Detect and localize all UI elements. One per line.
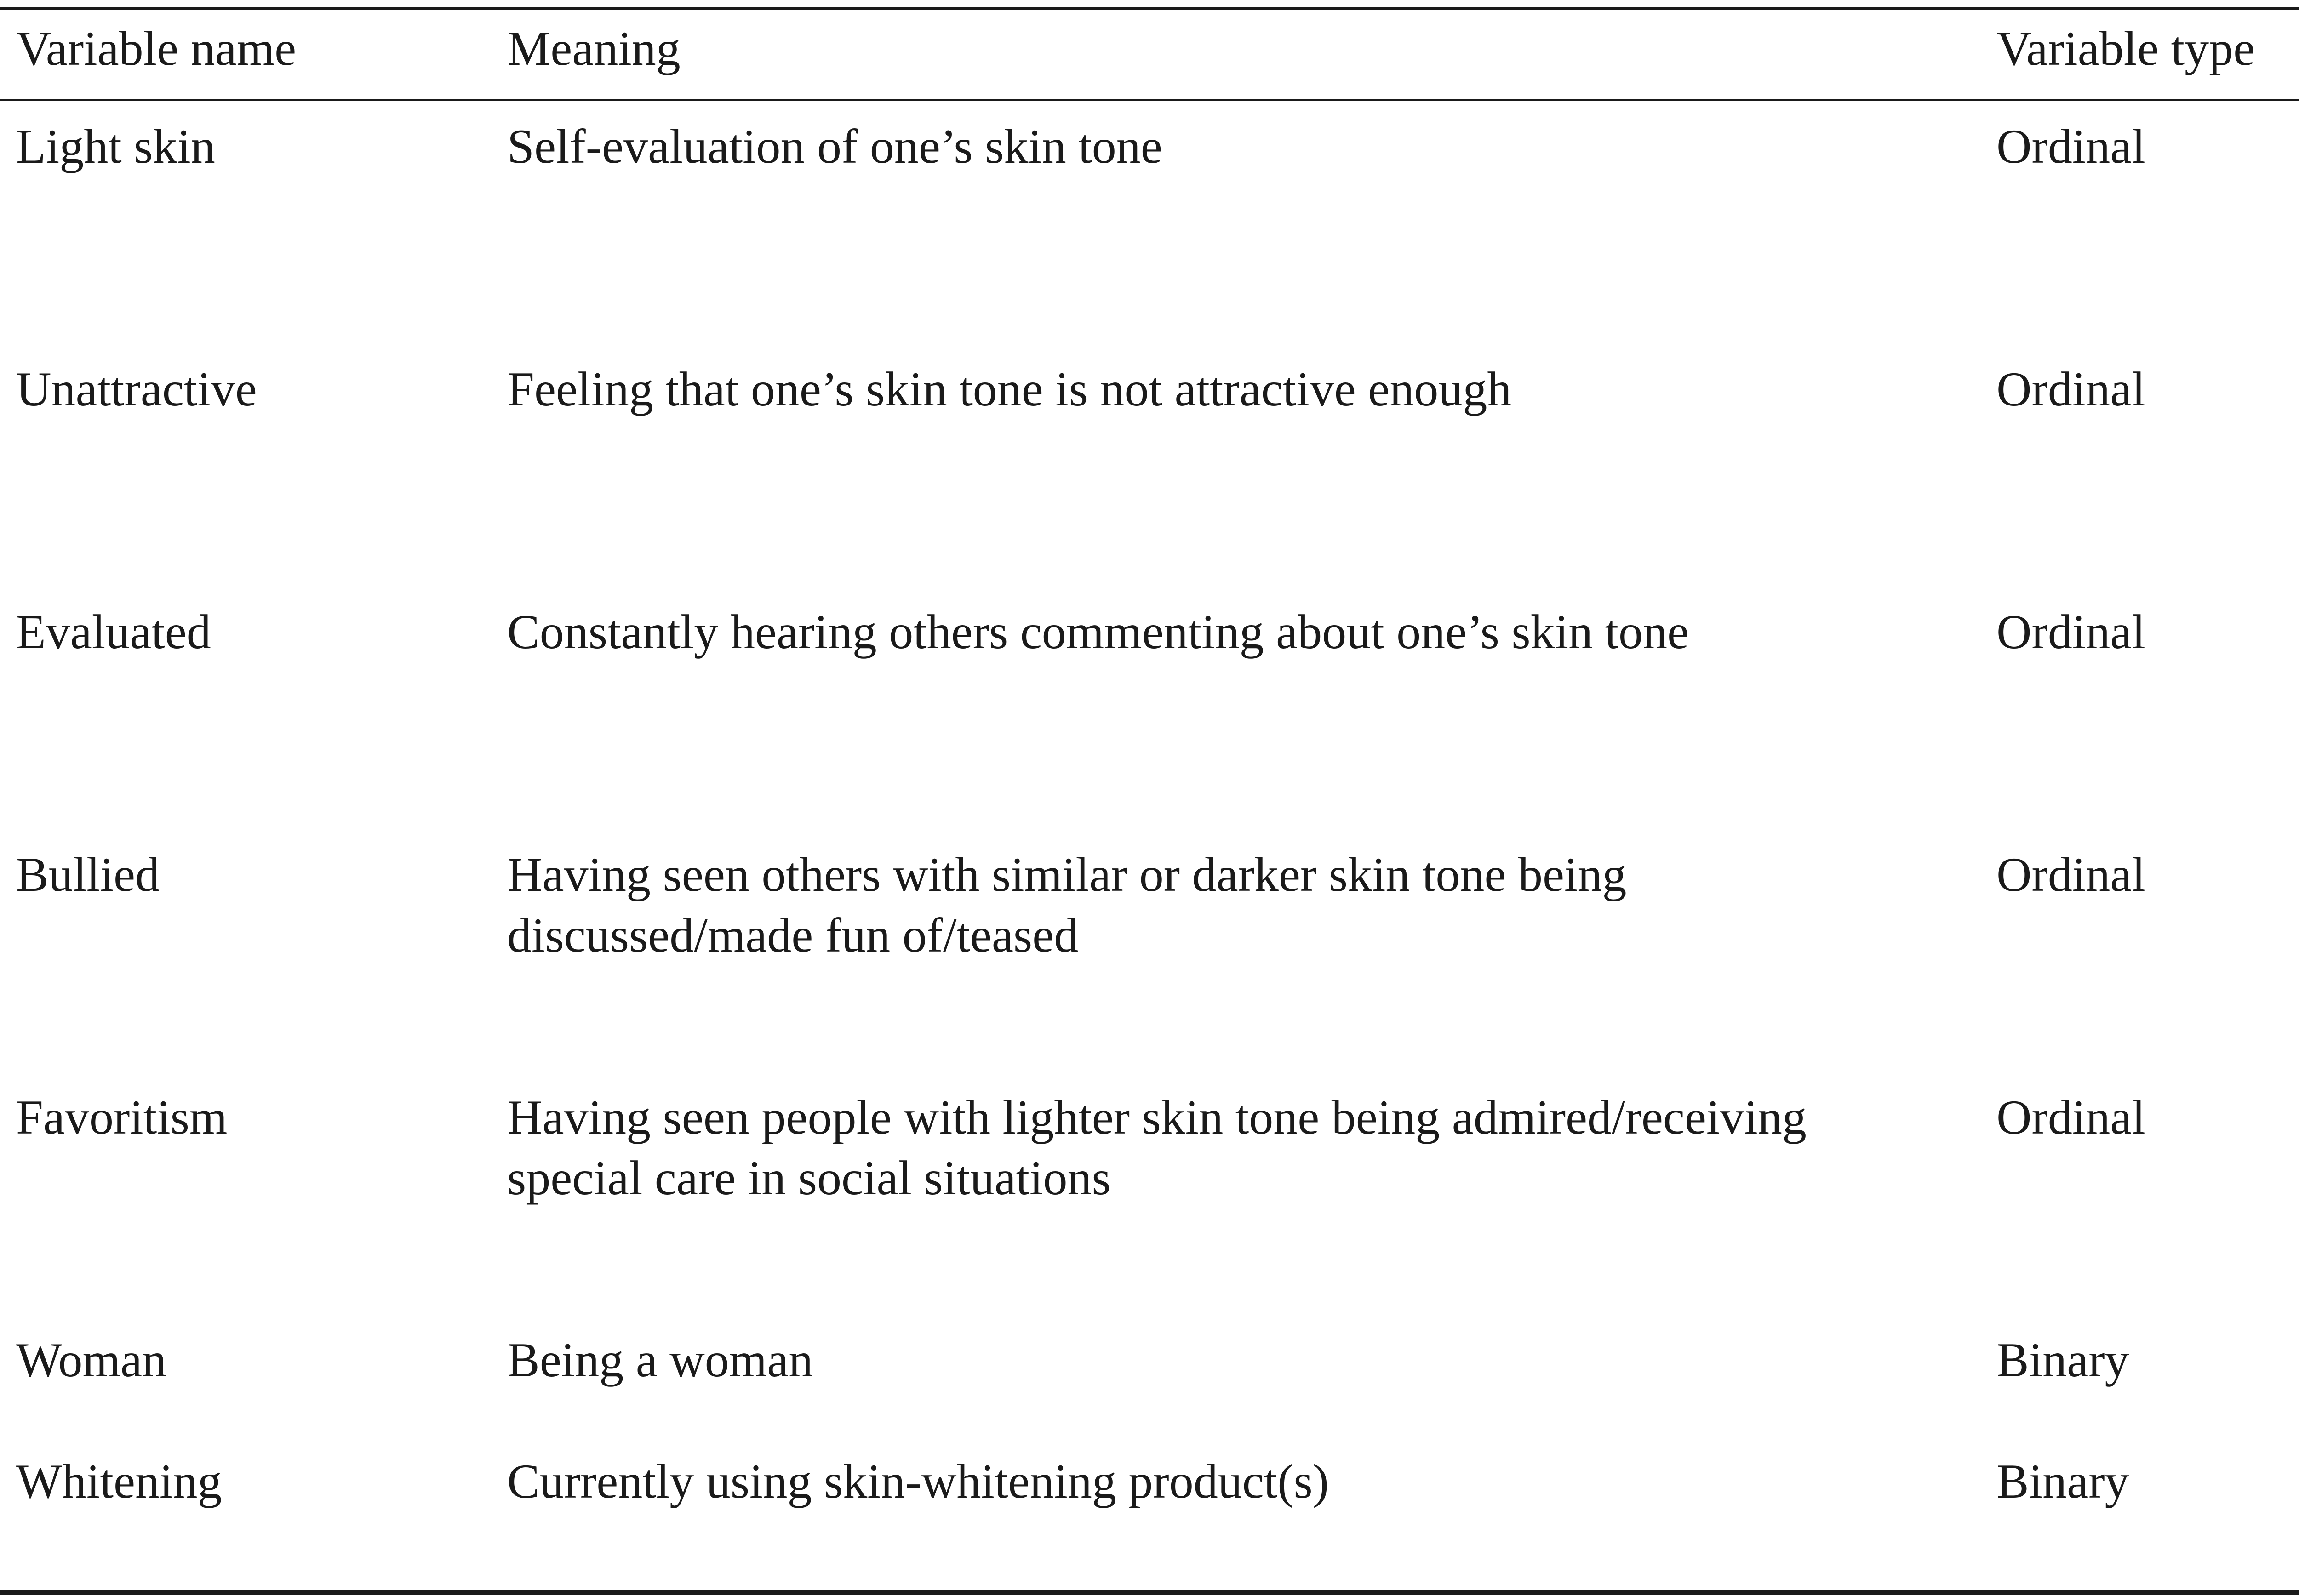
meaning-line: Self-evaluation of one’s skin tone	[507, 120, 1162, 173]
variable-type-cell: Binary	[1996, 1333, 2129, 1387]
meaning-line: Feeling that one’s skin tone is not attractive enough	[507, 362, 1512, 416]
table-bottom-rule	[0, 1590, 2299, 1595]
meaning-cell	[507, 1451, 1329, 1512]
variable-type-cell: Ordinal	[1996, 848, 2145, 901]
variable-name-cell: Bullied	[16, 848, 160, 901]
variable-type-cell: Ordinal	[1996, 605, 2145, 659]
variable-name-cell: Woman	[16, 1333, 167, 1387]
meaning-cell	[507, 1087, 1807, 1208]
table-header-row	[0, 0, 2299, 99]
variable-name-cell: Unattractive	[16, 362, 257, 416]
variable-type-cell: Ordinal	[1996, 1090, 2145, 1144]
header-variable-type: Variable type	[1996, 22, 2255, 75]
meaning-line: Currently using skin-whitening product(s)	[507, 1454, 1329, 1508]
meaning-line: special care in social situations	[507, 1151, 1111, 1205]
meaning-cell	[507, 359, 1511, 420]
meaning-line: discussed/made fun of/teased	[507, 908, 1079, 962]
meaning-line: Having seen people with lighter skin tone being admired/receiving	[507, 1090, 1807, 1144]
meaning-line: Having seen others with similar or darker skin tone being	[507, 848, 1627, 901]
meaning-line: Being a woman	[507, 1333, 813, 1387]
header-meaning: Meaning	[507, 22, 681, 75]
table-header-rule	[0, 99, 2299, 101]
meaning-cell	[507, 1330, 813, 1391]
meaning-line: Constantly hearing others commenting about one’s skin tone	[507, 605, 1689, 659]
variable-type-cell: Ordinal	[1996, 120, 2145, 173]
variable-name-cell: Whitening	[16, 1454, 222, 1508]
variable-name-cell: Light skin	[16, 120, 215, 173]
meaning-cell	[507, 844, 1626, 966]
variable-name-cell: Evaluated	[16, 605, 211, 659]
variable-name-cell: Favoritism	[16, 1090, 228, 1144]
variable-type-cell: Binary	[1996, 1454, 2129, 1508]
variable-type-cell: Ordinal	[1996, 362, 2145, 416]
meaning-cell	[507, 602, 1689, 662]
header-variable-name: Variable name	[16, 22, 297, 75]
meaning-cell	[507, 116, 1162, 177]
